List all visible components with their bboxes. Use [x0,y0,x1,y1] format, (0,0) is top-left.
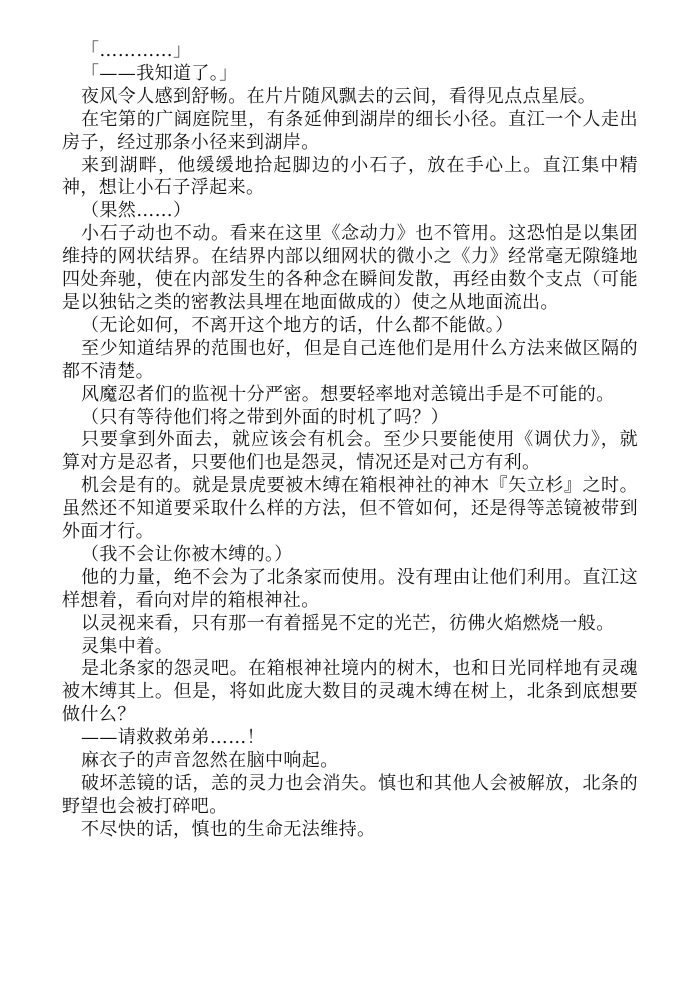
paragraph: 夜风令人感到舒畅。在片片随风飘去的云间，看得见点点星辰。 [81,85,597,107]
paragraph: （我不会让你被木缚的。） [81,543,293,565]
paragraph: 风魔忍者们的监视十分严密。想要轻率地对恙镜出手是不可能的。 [81,383,615,405]
body-text [62,40,638,842]
paragraph: 来到湖畔，他缓缓地拾起脚边的小石子，放在手心上。直江集中精神，想让小石子浮起来。 [62,154,638,199]
paragraph: （无论如何，不离开这个地方的话，什么都不能做。） [81,314,514,336]
paragraph: 「…………」 [81,40,192,61]
paragraph: 只要拿到外面去，就应该会有机会。至少只要能使用《调伏力》，就算对方是忍者，只要他们也是怨灵，情况还是对己方有利。 [62,429,638,474]
paragraph: 小石子动也不动。看来在这里《念动力》也不管用。这恐怕是以集团维持的网状结界。在结界内部以细网状的微小之《力》经常毫无隙缝地四处奔驰，使在内部发生的各种念在瞬间发散，再经由数个支点（可能是以独钻之类的密教法具埋在地面做成的）使之从地面流出。 [62,223,638,313]
paragraph: 机会是有的。就是景虎要被木缚在箱根神社的神木『矢立杉』之时。虽然还不知道要采取什么样的方法，但不管如何，还是得等恙镜被带到外面才行。 [62,475,638,543]
paragraph: 他的力量，绝不会为了北条家而使用。没有理由让他们利用。直江这样想着，看向对岸的箱根神社。 [62,566,638,611]
paragraph: （只有等待他们将之带到外面的时机了吗？） [81,406,449,428]
paragraph: 破坏恙镜的话，恙的灵力也会消失。慎也和其他人会被解放，北条的野望也会被打碎吧。 [62,773,638,817]
paragraph: 至少知道结界的范围也好，但是自己连他们是用什么方法来做区隔的都不清楚。 [62,337,638,382]
paragraph: 「——我知道了。」 [81,62,238,84]
paragraph: 以灵视来看，只有那一有着摇晃不定的光芒，彷佛火焰燃烧一般。 [81,612,615,634]
paragraph: 是北条家的怨灵吧。在箱根神社境内的树木，也和日光同样地有灵魂被木缚其上。但是，将如此庞大数目的灵魂木缚在树上，北条到底想要做什么？ [62,658,638,726]
paragraph: 麻衣子的声音忽然在脑中响起。 [81,750,339,772]
paragraph: 不尽快的话，慎也的生命无法维持。 [81,818,376,840]
paragraph: 在宅第的广阔庭院里，有条延伸到湖岸的细长小径。直江一个人走出房子，经过那条小径来到湖岸。 [62,108,638,153]
paragraph: ——请救救弟弟……！ [81,727,265,749]
paragraph: （果然……） [81,200,192,222]
paragraph: 灵集中着。 [81,635,173,657]
